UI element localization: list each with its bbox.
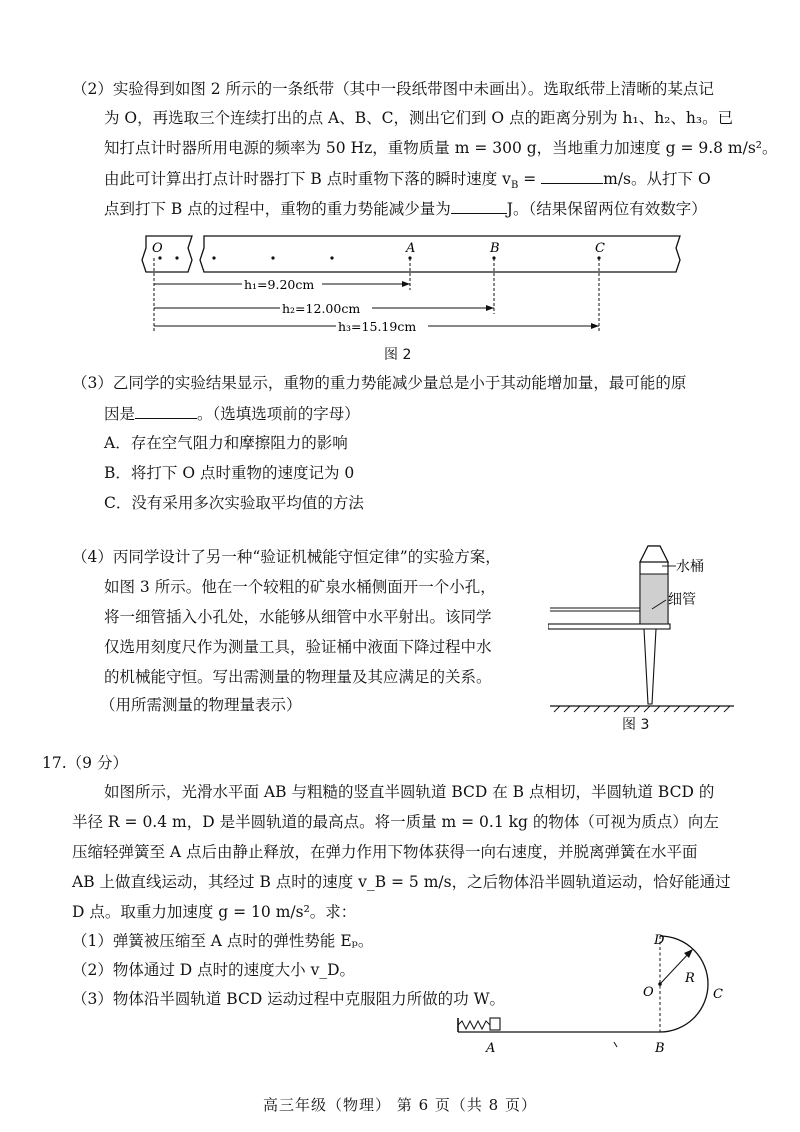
fig3-bucket-label: 水桶 — [676, 559, 704, 575]
q16-option-c: C．没有采用多次实验取平均值的方法 — [104, 494, 364, 512]
q17-body-line3: 压缩轻弹簧至 A 点后由静止释放，在弹力作用下物体获得一向右速度，并脱离弹簧在水平面 — [72, 843, 698, 861]
q16-p4-line2: 如图 3 所示。他在一个较粗的矿泉水桶侧面开一个小孔， — [104, 578, 496, 596]
fig17-label-b: B — [655, 1041, 665, 1056]
q16-p2-line5-text-a: 点到打下 B 点的过程中，重物的重力势能减少量为 — [104, 200, 451, 218]
fig17-label-o: O — [643, 985, 654, 1000]
fig2-h3-label: h₃=15.19cm — [338, 319, 417, 334]
q16-p2-line2: 为 O，再选取三个连续打出的点 A、B、C，测出它们到 O 点的距离分别为 h₁、h₂、h₃。已 — [104, 109, 734, 127]
q16-p2-line4-text-b: = — [518, 170, 542, 188]
answer-blank-ep[interactable] — [451, 197, 507, 214]
q16-p4-line1: （4）丙同学设计了另一种“验证机械能守恒定律”的实验方案， — [72, 548, 501, 566]
q16-p2-line1: （2）实验得到如图 2 所示的一条纸带（其中一段纸带图中未画出）。选取纸带上清晰的某点记 — [72, 80, 714, 98]
fig17-label-d: D — [654, 933, 665, 948]
q16-p4-line6: （用所需测量的物理量表示） — [100, 696, 302, 714]
q17-sub-question-2: （2）物体通过 D 点时的速度大小 v_D。 — [72, 961, 356, 979]
q16-option-a: A．存在空气阻力和摩擦阻力的影响 — [104, 434, 348, 452]
q16-p4-line4: 仅选用刻度尺作为测量工具，验证桶中液面下降过程中水 — [104, 638, 492, 656]
fig17-label-c: C — [713, 987, 723, 1002]
q16-p3-line2-text-b: 。（选填选项前的字母） — [197, 405, 360, 423]
fig17-label-r: R — [685, 971, 695, 986]
fig17-label-a: A — [486, 1041, 496, 1056]
q17-body-line5: D 点。取重力加速度 g = 10 m/s²。求： — [72, 903, 357, 921]
figure-q17-track — [450, 930, 740, 1060]
answer-blank-reason[interactable] — [135, 402, 197, 419]
figure-3-bucket — [548, 536, 738, 716]
figure-3-caption: 图 3 — [622, 717, 650, 733]
q16-vb-subscript: B — [510, 180, 519, 192]
fig3-tube-label: 细管 — [668, 592, 696, 608]
q16-p2-line4 — [104, 167, 711, 197]
fig2-h2-label: h₂=12.00cm — [282, 301, 361, 316]
q17-body-line2: 半径 R = 0.4 m，D 是半圆轨道的最高点。将一质量 m = 0.1 kg 的物体（可视为质点）向左 — [72, 813, 719, 831]
q16-p3-line1: （3）乙同学的实验结果显示，重物的重力势能减少量总是小于其动能增加量，最可能的原 — [72, 374, 687, 392]
q17-body-line4: AB 上做直线运动，其经过 B 点时的速度 v_B = 5 m/s，之后物体沿半圆轨道运动，恰好能通过 — [72, 873, 731, 891]
fig2-label-c: C — [595, 241, 605, 256]
fig2-label-b: B — [490, 241, 500, 256]
fig2-label-o: O — [152, 241, 163, 256]
q16-p2-line5 — [104, 197, 707, 220]
q17-sub-question-1: （1）弹簧被压缩至 A 点时的弹性势能 Eₚ。 — [72, 932, 374, 950]
q16-p3-line2 — [104, 402, 360, 425]
q16-p2-line4-text-a: 由此可计算出打点计时器打下 B 点时重物下落的瞬时速度 v — [104, 170, 511, 188]
q17-sub-question-3: （3）物体沿半圆轨道 BCD 运动过程中克服阻力所做的功 W。 — [72, 990, 506, 1008]
fig2-label-a: A — [406, 241, 416, 256]
q16-p4-line3: 将一细管插入小孔处，水能够从细管中水平射出。该同学 — [104, 608, 492, 626]
figure-2-caption: 图 2 — [384, 347, 412, 363]
q16-p3-line2-text-a: 因是 — [104, 405, 136, 423]
q16-p2-line3: 知打点计时器所用电源的频率为 50 Hz，重物质量 m = 300 g，当地重力加速度 g = 9.8 m/s²。 — [104, 139, 778, 157]
answer-blank-vb[interactable] — [541, 167, 603, 184]
figure-2-paper-tape — [130, 228, 690, 340]
q16-p2-line5-text-b: J。（结果保留两位有效数字） — [506, 200, 707, 218]
q17-body-line1: 如图所示，光滑水平面 AB 与粗糙的竖直半圆轨道 BCD 在 B 点相切，半圆轨道 BCD 的 — [104, 783, 715, 801]
q17-header: 17.（9 分） — [42, 754, 128, 772]
page-footer: 高三年级（物理） 第 6 页（共 8 页） — [263, 1096, 537, 1114]
q16-p2-line4-text-c: m/s。从打下 O — [603, 170, 711, 188]
q16-p4-line5: 的机械能守恒。写出需测量的物理量及其应满足的关系。 — [104, 668, 492, 686]
fig2-h1-label: h₁=9.20cm — [244, 277, 315, 292]
q16-option-b: B．将打下 O 点时重物的速度记为 0 — [104, 464, 355, 482]
